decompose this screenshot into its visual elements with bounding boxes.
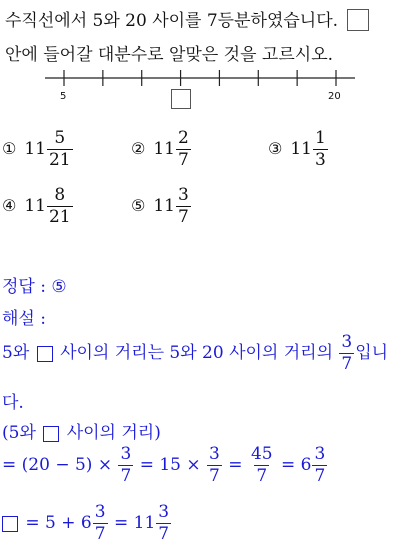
choice-1[interactable] <box>2 130 74 169</box>
explanation-line-1 <box>2 334 388 373</box>
explanation-text: 5와 <box>2 343 30 363</box>
equation-line-2 <box>2 504 172 543</box>
explanation-line-3 <box>2 418 161 443</box>
choice-marker: ④ <box>2 196 17 215</box>
choice-whole: 11 <box>153 139 175 159</box>
explanation-label: 해설 : <box>2 309 46 329</box>
explanation-text: (5와 <box>2 423 36 443</box>
choice-denominator: 3 <box>314 150 326 170</box>
choice-marker: ① <box>2 139 17 158</box>
answer-line <box>2 272 67 297</box>
question-line-2: 안에 들어갈 대분수로 알맞은 것을 고르시오. <box>5 45 334 65</box>
equation-text: = 15 × <box>139 455 201 475</box>
fraction-numerator: 3 <box>94 502 106 522</box>
blank-box <box>37 346 53 362</box>
fraction-numerator: 3 <box>158 502 170 522</box>
choice-2[interactable] <box>131 130 192 169</box>
choice-marker: ⑤ <box>131 196 146 215</box>
choice-numerator: 5 <box>54 128 66 148</box>
choice-denominator: 21 <box>48 150 71 170</box>
fraction-denominator: 7 <box>209 466 220 486</box>
fraction-numerator: 3 <box>209 444 220 464</box>
choice-denominator: 7 <box>177 150 189 170</box>
blank-box <box>43 426 59 442</box>
choice-whole: 11 <box>153 196 175 216</box>
answer-value: ⑤ <box>51 277 67 297</box>
choice-marker: ③ <box>268 139 283 158</box>
fraction-denominator: 7 <box>120 466 132 486</box>
fraction-denominator: 7 <box>314 466 326 486</box>
question-line-1 <box>5 6 369 33</box>
equation-text: = 6 <box>280 455 312 475</box>
fraction-denominator: 7 <box>94 524 106 544</box>
explanation-line-2: 다. <box>2 393 24 413</box>
blank-box <box>2 516 18 532</box>
fraction-numerator: 3 <box>314 444 326 464</box>
choice-numerator: 8 <box>54 185 66 205</box>
equation-line-1 <box>2 446 328 485</box>
answer-label: 정답 : <box>2 277 46 297</box>
question-text-1: 수직선에서 5와 20 사이를 7등분하였습니다. <box>5 11 339 31</box>
choice-5[interactable] <box>131 187 192 226</box>
choice-denominator: 21 <box>48 207 71 227</box>
fraction-denominator: 7 <box>256 466 268 486</box>
explanation-text: 사이의 거리) <box>66 423 161 443</box>
fraction-denominator: 7 <box>158 524 170 544</box>
fraction-numerator: 3 <box>120 444 132 464</box>
fraction-numerator: 45 <box>250 444 273 464</box>
choice-whole: 11 <box>24 139 46 159</box>
choice-marker: ② <box>131 139 146 158</box>
number-line-end-label: 20 <box>328 91 341 102</box>
choice-3[interactable] <box>268 130 329 169</box>
choice-denominator: 7 <box>177 207 189 227</box>
answer-blank-box <box>347 9 369 31</box>
number-line <box>40 66 360 116</box>
number-line-blank-box <box>171 89 191 109</box>
choice-numerator: 1 <box>314 128 326 148</box>
equation-text: = <box>228 455 243 475</box>
equation-text: = (20 − 5) × <box>2 455 113 475</box>
choice-whole: 11 <box>290 139 312 159</box>
choice-whole: 11 <box>24 196 46 216</box>
choice-4[interactable] <box>2 187 74 226</box>
choice-numerator: 2 <box>177 128 189 148</box>
choice-numerator: 3 <box>177 185 189 205</box>
explanation-text: 입니 <box>355 343 389 363</box>
fraction-numerator: 3 <box>341 332 353 352</box>
equation-text: = 5 + 6 <box>25 513 92 533</box>
fraction-denominator: 7 <box>341 354 353 374</box>
equation-text: = 11 <box>113 513 156 533</box>
explanation-text: 사이의 거리는 5와 20 사이의 거리의 <box>60 343 334 363</box>
number-line-start-label: 5 <box>60 91 67 102</box>
